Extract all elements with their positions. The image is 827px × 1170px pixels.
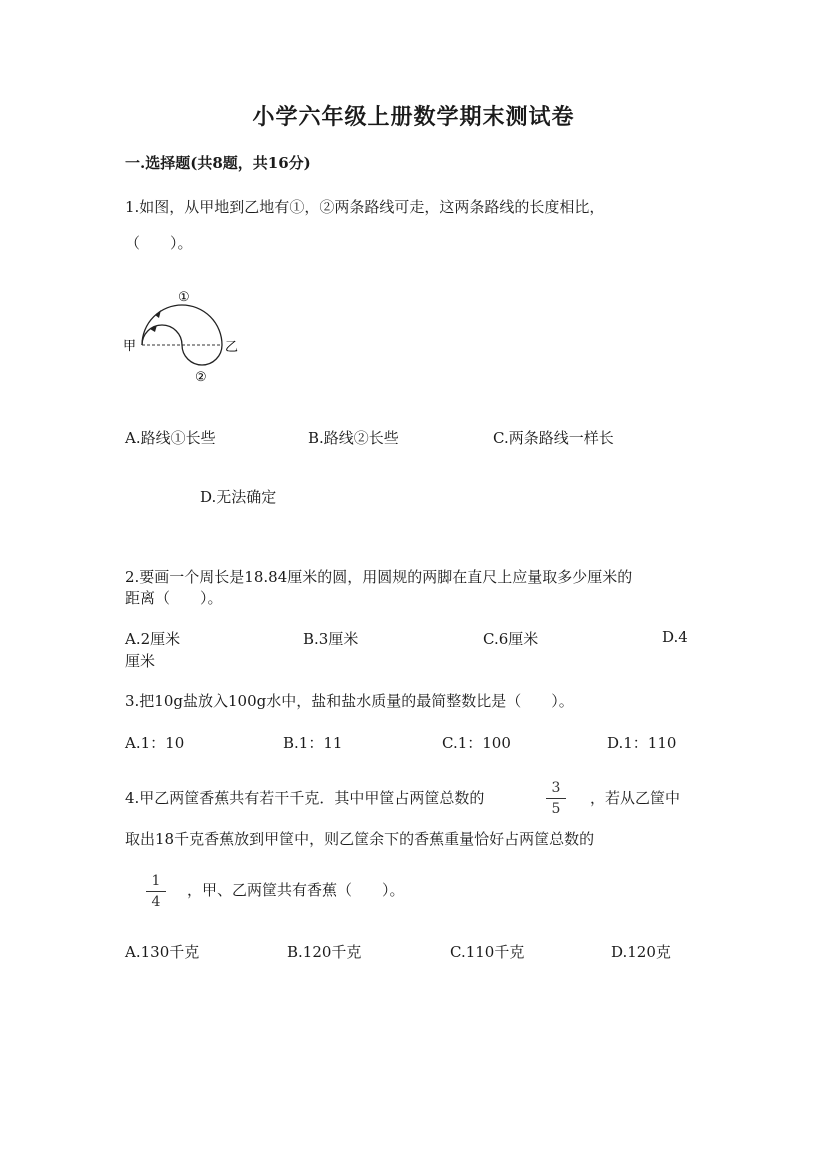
page-title: 小学六年级上册数学期末测试卷 [252,104,575,130]
q3-option-b[interactable]: B.1：11 [283,734,343,752]
q1-option-c[interactable]: C.两条路线一样长 [493,429,614,447]
question-1-text: 1.如图，从甲地到乙地有①，②两条路线可走，这两条路线的长度相比， [125,198,605,216]
section-heading: 一.选择题(共8题，共16分) [125,154,311,172]
route-diagram [120,285,250,385]
fraction-numerator: 3 [551,780,561,796]
q2-option-b[interactable]: B.3厘米 [303,630,359,648]
q4-option-c[interactable]: C.110千克 [450,943,525,961]
start-label: 甲 [123,339,137,354]
q2-option-d-unit: 厘米 [125,652,156,670]
question-4-text-2: 取出18千克香蕉放到甲筐中，则乙筐余下的香蕉重量恰好占两筐总数的 [125,830,595,848]
q2-option-c[interactable]: C.6厘米 [483,630,539,648]
question-4-text-a: 4.甲乙两筐香蕉共有若干千克．其中甲筐占两筐总数的 [125,789,485,807]
q3-option-d[interactable]: D.1：110 [607,734,677,752]
route-1-label: ① [178,290,190,305]
q2-option-a[interactable]: A.2厘米 [125,630,181,648]
q3-option-c[interactable]: C.1：100 [442,734,511,752]
question-3-text: 3.把10g盐放入100g水中，盐和盐水质量的最简整数比是（ ）。 [125,692,574,710]
q1-option-b[interactable]: B.路线②长些 [308,429,399,447]
fraction-one-quarter [146,873,166,910]
q2-option-d[interactable]: D.4 [662,628,688,646]
fraction-three-fifths [546,780,566,817]
q3-option-a[interactable]: A.1：10 [125,734,185,752]
fraction-numerator: 1 [151,873,161,889]
fraction-bar [546,798,566,799]
question-2-text: 2.要画一个周长是18.84厘米的圆，用圆规的两脚在直尺上应量取多少厘米的 [125,568,633,586]
end-label: 乙 [225,340,239,355]
fraction-bar [146,891,166,892]
route-2-label: ② [195,370,207,385]
question-2-blank: 距离（ ）。 [125,589,223,607]
q1-option-a[interactable]: A.路线①长些 [125,429,216,447]
q1-option-d[interactable]: D.无法确定 [200,488,277,506]
question-4-text-3: ，甲、乙两筐共有香蕉（ ）。 [187,881,405,899]
route-1-arc [142,305,222,345]
question-1-blank: （ ）。 [125,234,193,252]
q4-option-a[interactable]: A.130千克 [125,943,200,961]
fraction-denominator: 4 [151,894,161,910]
fraction-denominator: 5 [551,801,561,817]
question-4-text-b: ，若从乙筐中 [590,789,681,807]
route-2-arrow [150,325,157,332]
q4-option-b[interactable]: B.120千克 [287,943,362,961]
q4-option-d[interactable]: D.120克 [611,943,671,961]
